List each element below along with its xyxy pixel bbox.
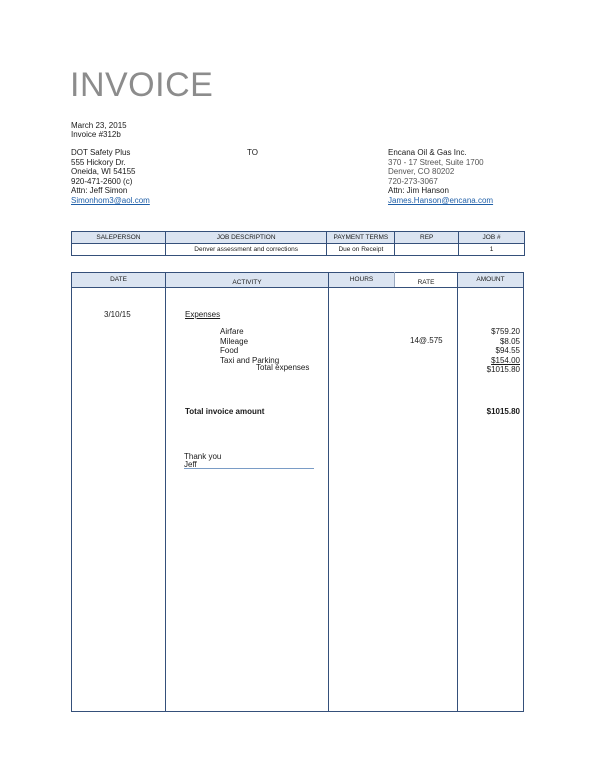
- from-block: [71, 148, 150, 206]
- job-header-description: JOB DESCRIPTION: [165, 232, 327, 244]
- invoice-date: March 23, 2015: [71, 121, 127, 130]
- from-phone: 920-471-2600 (c): [71, 176, 133, 186]
- to-attn: Attn: Jim Hanson: [388, 186, 449, 196]
- expense-amount: $8.05: [499, 336, 520, 346]
- column-divider: [457, 272, 458, 712]
- total-expenses-label: Total expenses: [256, 363, 310, 372]
- to-phone: 720-273-3067: [388, 176, 438, 186]
- header-amount: AMOUNT: [458, 273, 523, 287]
- header-activity: ACTIVITY: [166, 273, 328, 287]
- invoice-title: INVOICE: [70, 66, 214, 104]
- header-rate: RATE: [395, 273, 457, 287]
- mileage-rate: 14@.575: [410, 336, 443, 345]
- expense-amount: $94.55: [495, 346, 520, 356]
- column-divider: [165, 272, 166, 712]
- to-email-link[interactable]: James.Hanson@encana.com: [388, 195, 494, 205]
- column-divider: [328, 272, 329, 712]
- job-table: [71, 231, 525, 256]
- total-invoice-label: Total invoice amount: [185, 407, 265, 416]
- job-header-job-number: JOB #: [459, 232, 525, 244]
- job-number: 1: [459, 244, 525, 256]
- signature-name: Jeff: [184, 460, 197, 469]
- expense-label: Food: [220, 346, 239, 356]
- signature-line: [184, 468, 314, 469]
- to-address1: 370 - 17 Street, Suite 1700: [388, 157, 484, 167]
- thank-you-text: Thank you: [184, 452, 222, 461]
- expenses-heading: Expenses: [185, 310, 221, 319]
- expense-amount: $759.20: [491, 327, 520, 336]
- from-email-link[interactable]: Simonhom3@aol.com: [71, 195, 150, 205]
- expense-label: Airfare: [220, 327, 244, 336]
- entry-date: 3/10/15: [104, 310, 131, 319]
- expense-amount: $154.00: [491, 355, 520, 365]
- from-address2: Oneida, WI 54155: [71, 167, 136, 177]
- to-name: Encana Oil & Gas Inc.: [388, 148, 467, 157]
- to-block: [388, 148, 493, 206]
- invoice-number: Invoice #312b: [71, 130, 121, 139]
- job-header-payment-terms: PAYMENT TERMS: [327, 232, 395, 244]
- from-name: DOT Safety Plus: [71, 148, 131, 157]
- column-divider: [394, 272, 395, 287]
- expense-amounts: [460, 327, 520, 375]
- expense-labels: [220, 327, 279, 365]
- job-payment-terms: Due on Receipt: [327, 244, 395, 256]
- total-expenses-amount: $1015.80: [486, 365, 520, 375]
- job-description: Denver assessment and corrections: [165, 244, 327, 256]
- job-rep: [395, 244, 459, 256]
- header-date: DATE: [72, 273, 165, 287]
- expense-label: Taxi and Parking: [220, 355, 280, 365]
- to-address2: Denver, CO 80202: [388, 167, 455, 177]
- job-table-header-row: [72, 232, 525, 244]
- job-header-rep: REP: [395, 232, 459, 244]
- total-invoice-amount: $1015.80: [486, 407, 520, 416]
- header-hours: HOURS: [329, 273, 394, 287]
- job-header-salesperson: SALEPERSON: [72, 232, 166, 244]
- job-salesperson: [72, 244, 166, 256]
- expense-label: Mileage: [220, 336, 249, 346]
- job-table-row: [72, 244, 525, 256]
- from-attn: Attn: Jeff Simon: [71, 186, 128, 196]
- from-address1: 555 Hickory Dr.: [71, 157, 126, 167]
- to-label: TO: [247, 148, 258, 157]
